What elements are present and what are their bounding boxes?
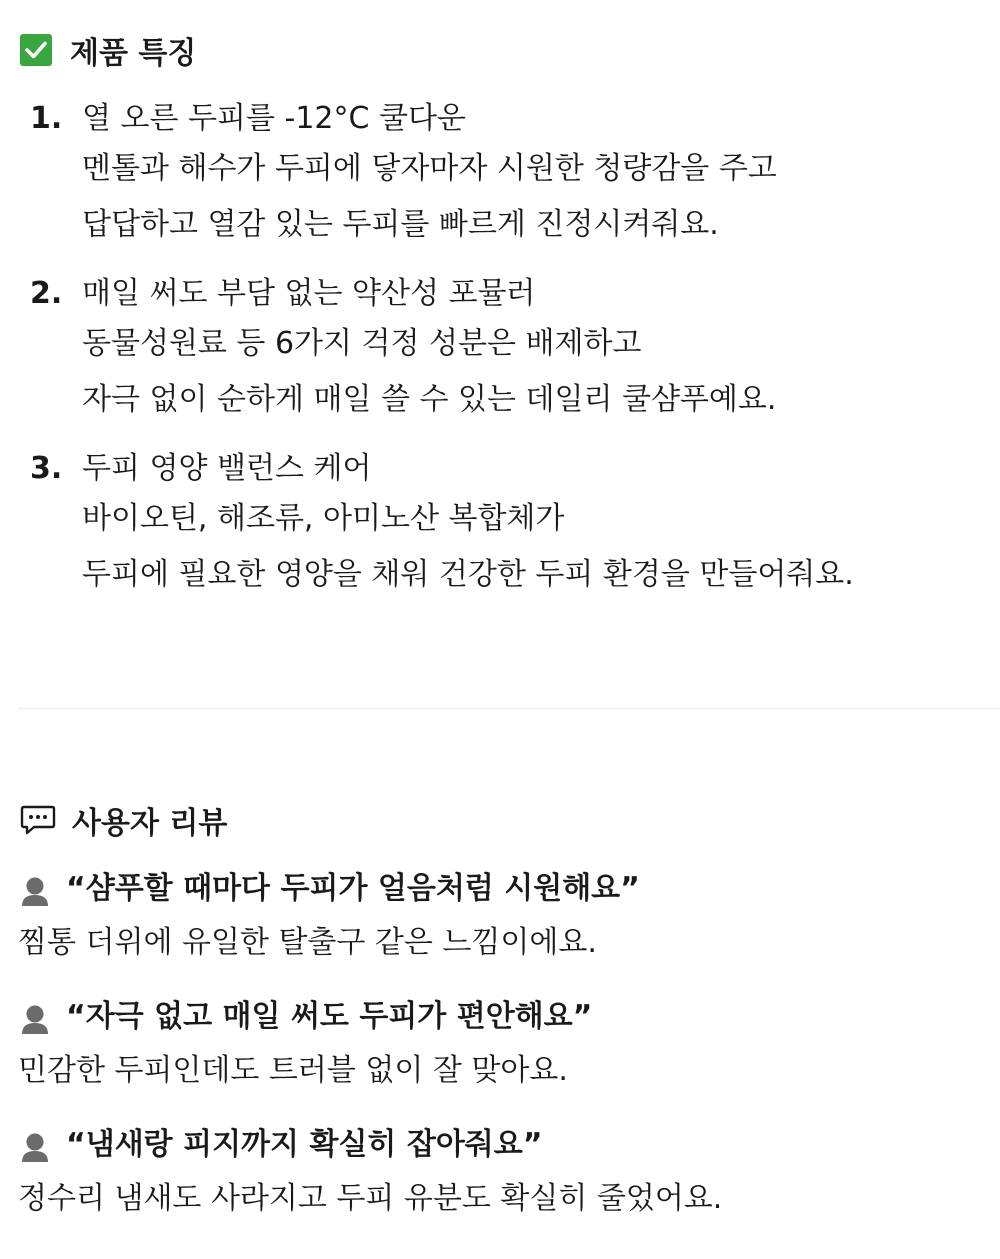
feature-desc-line: 멘톨과 해수가 두피에 닿자마자 시원한 청량감을 주고 — [82, 151, 777, 186]
features-list — [30, 96, 980, 613]
review-quote-text: “냄새랑 피지까지 확실히 잡아줘요” — [66, 1127, 543, 1162]
review-quote-text: “샴푸할 때마다 두피가 얼음처럼 시원해요” — [66, 871, 640, 906]
review-item — [18, 862, 988, 970]
feature-number: 2. — [30, 276, 63, 311]
section-divider — [18, 708, 1000, 709]
feature-title: 두피 영양 밸런스 케어 — [82, 451, 372, 486]
speech-bubble-icon — [20, 804, 56, 836]
review-item — [18, 1118, 988, 1226]
reviews-list — [18, 862, 988, 1246]
review-text: 정수리 냄새도 사라지고 두피 유분도 확실히 줄었어요. — [18, 1181, 723, 1216]
feature-title: 열 오른 두피를 -12°C 쿨다운 — [82, 101, 466, 136]
review-text: 찜통 더위에 유일한 탈출구 같은 느낌이에요. — [18, 925, 597, 960]
features-heading — [20, 28, 196, 72]
feature-desc-line: 동물성원료 등 6가지 걱정 성분은 배제하고 — [82, 326, 642, 361]
feature-number: 1. — [30, 101, 63, 136]
person-icon — [18, 872, 52, 906]
reviews-heading — [20, 798, 227, 842]
person-icon — [18, 1128, 52, 1162]
person-icon — [18, 1000, 52, 1034]
feature-desc-line: 답답하고 열감 있는 두피를 빠르게 진정시켜줘요. — [82, 207, 719, 242]
feature-title: 매일 써도 부담 없는 약산성 포뮬러 — [82, 276, 536, 311]
feature-number: 3. — [30, 451, 63, 486]
feature-item — [30, 271, 980, 428]
feature-desc-line: 바이오틴, 해조류, 아미노산 복합체가 — [82, 501, 565, 536]
check-mark-icon — [20, 34, 52, 66]
review-item — [18, 990, 988, 1098]
feature-desc-line: 자극 없이 순하게 매일 쓸 수 있는 데일리 쿨샴푸예요. — [82, 382, 777, 417]
reviews-heading-text: 사용자 리뷰 — [72, 806, 228, 841]
feature-item — [30, 96, 980, 253]
review-text: 민감한 두피인데도 트러블 없이 잘 맞아요. — [18, 1053, 568, 1088]
feature-item — [30, 446, 980, 603]
features-heading-text: 제품 특징 — [70, 36, 197, 71]
review-quote-text: “자극 없고 매일 써도 두피가 편안해요” — [66, 999, 593, 1034]
feature-desc-line: 두피에 필요한 영양을 채워 건강한 두피 환경을 만들어줘요. — [82, 557, 854, 592]
